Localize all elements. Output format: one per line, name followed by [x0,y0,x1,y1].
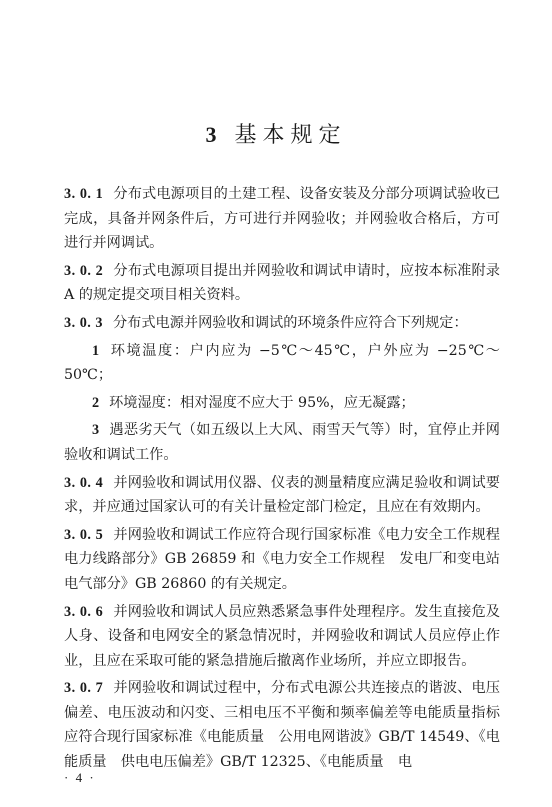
clause-number: 3. 0. 5 [64,526,104,543]
clause-text: 分布式电源项目的土建工程、设备安装及分部分项调试验收已完成，具备并网条件后，方可进行并网验收；并网验收合格后，方可进行并网调试。 [64,186,500,252]
item-number: 2 [92,394,100,411]
clause-3-0-7 [64,676,500,774]
clause-number: 3. 0. 1 [64,186,104,202]
item-number: 1 [92,342,100,359]
clause-number: 3. 0. 3 [64,314,103,331]
clause-3-0-2 [64,259,500,308]
clause-3-0-3 [64,311,500,336]
chapter-title [0,118,552,149]
chapter-title-text: 基本规定 [234,123,347,148]
clause-text: 并网验收和调试工作应符合现行国家标准《电力安全工作规程 电力线路部分》GB 26859 和《电力安全工作规程 发电厂和变电站电气部分》GB 26860 的有关规定。 [64,526,515,592]
clause-3-0-1 [64,182,500,256]
clause-text: 并网验收和调试过程中，分布式电源公共连接点的谐波、电压偏差、电压波动和闪变、三相电压不平衡和频率偏差等电能质量指标应符合现行国家标准《电能质量 公用电网谐波》GB/T 14549、《电能质量 供电电压偏差》GB/T 12325、《电能质量 电 [64,680,500,771]
page-number: · 4 · [64,770,96,785]
clause-3-0-5 [64,523,515,597]
clause-3-0-3-item-2 [64,391,500,416]
clause-3-0-3-item-1 [64,339,500,388]
clause-3-0-4 [64,471,500,520]
clause-text: 分布式电源并网验收和调试的环境条件应符合下列规定： [112,314,468,331]
clause-text: 分布式电源项目提出并网验收和调试申请时，应按本标准附录 A 的规定提交项目相关资料。 [64,262,500,304]
clause-number: 3. 0. 7 [64,680,104,697]
item-text: 遇恶劣天气（如五级以上大风、雨雪天气等）时，宜停止并网验收和调试工作。 [64,422,500,463]
item-text: 环境温度：户内应为 −5℃～45℃，户外应为 −25℃～50℃； [64,342,500,384]
clause-text: 并网验收和调试人员应熟悉紧急事件处理程序。发生直接危及人身、设备和电网安全的紧急情况时，并网验收和调试人员应停止作业，且应在采取可能的紧急措施后撤离作业场所，并应立即报告。 [64,603,500,669]
clause-3-0-6 [64,600,500,674]
item-text: 环境湿度：相对湿度不应大于 95%，应无凝露； [109,394,415,411]
clause-text: 并网验收和调试用仪器、仪表的测量精度应满足验收和调试要求，并应通过国家认可的有关计量检定部门检定，且应在有效期内。 [64,474,500,516]
clause-number: 3. 0. 2 [64,262,104,279]
clause-number: 3. 0. 6 [64,603,104,620]
clause-number: 3. 0. 4 [64,474,104,491]
item-number: 3 [92,422,100,439]
clause-3-0-3-item-3 [64,418,500,467]
chapter-number: 3 [205,122,217,147]
body-text [64,182,515,778]
